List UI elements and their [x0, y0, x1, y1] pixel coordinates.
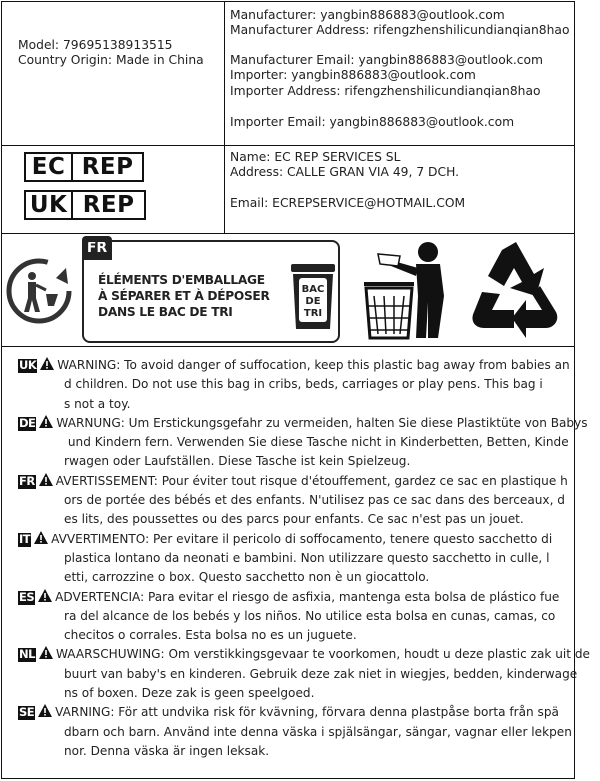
- warning-text: ra del alcance de los bebés y los niños. No utilice esta bolsa en cunas, camas, co: [64, 608, 556, 623]
- flag-label: SE: [19, 705, 35, 720]
- bin-label-1: BAC: [301, 284, 325, 295]
- rep-name-text: Name: EC REP SERVICES SL: [230, 150, 401, 164]
- divider: [1, 233, 575, 234]
- warning-text: VARNING: För att undvika risk för kvävning, förvara denna plastpåse borta från spä: [55, 705, 559, 720]
- warning-triangle-icon: [39, 646, 53, 659]
- model-text: Model: 79695138913515: [18, 38, 173, 52]
- warning-triangle-icon: [38, 589, 52, 602]
- warning-text: AVERTISSEMENT: Pour éviter tout risque d'étouffement, gardez ce sac en plastique h: [55, 473, 568, 488]
- triman-instructions: [98, 272, 270, 320]
- importer-text: Importer: yangbin886883@outlook.com: [230, 68, 476, 82]
- warning-triangle-icon: [39, 473, 53, 486]
- warning-text: rwagen oder Laufställen. Diese Tasche ist kein Spielzeug.: [64, 454, 411, 469]
- sorting-bin-icon: [290, 263, 336, 333]
- warning-text: WAARSCHUWING: Om verstikkingsgevaar te voorkomen, houdt u deze plastic zak uit de: [55, 647, 590, 662]
- warning-triangle-icon: [39, 415, 53, 428]
- flag-label: DE: [19, 415, 36, 430]
- uk-rep-prefix: UK: [26, 192, 73, 218]
- warning-text: etti, carrozzine o box. Questo sacchetto non è un giocattolo.: [64, 570, 430, 585]
- flag-label: FR: [19, 473, 35, 488]
- warning-text: ADVERTENCIA: Para evitar el riesgo de asfixia, mantenga esta bolsa de plástico fue: [55, 589, 560, 604]
- warning-first-line: [18, 645, 600, 664]
- warning-first-line: [18, 588, 600, 607]
- warning-line: [18, 375, 600, 394]
- manufacturer-address-text: Manufacturer Address: rifengzhenshilicundianqian8hao: [230, 23, 570, 37]
- warning-triangle-icon: [40, 357, 54, 370]
- warning-first-line: [18, 414, 600, 433]
- triman-line-3: DANS LE BAC DE TRI: [98, 305, 233, 319]
- country-origin-text: Country Origin: Made in China: [18, 53, 204, 67]
- warning-text: und Kindern fern. Verwenden Sie diese Tasche nicht in Kinderbetten, Betten, Kinde: [64, 435, 569, 450]
- uk-rep-suffix: REP: [82, 192, 135, 218]
- warning-text: plastica lontano da neonati e bambini. Non utilizzare questo sacchetto in culle, l: [64, 550, 550, 565]
- warning-text: WARNING: To avoid danger of suffocation, keep this plastic bag away from babies an: [57, 358, 570, 372]
- warning-text: ors de portée des bébés et des enfants. N'utilisez pas ce sac dans des berceaux, d: [64, 493, 565, 508]
- ec-rep-logo: [24, 152, 144, 182]
- manufacturer-text: Manufacturer: yangbin886883@outlook.com: [230, 8, 505, 22]
- warning-text: es lits, des poussettes ou des parcs pour enfants. Ce sac n'est pas un jouet.: [64, 512, 524, 527]
- warning-text: nor. Denna väska är ingen leksak.: [64, 743, 270, 758]
- uk-rep-logo: [24, 190, 146, 220]
- warning-first-line: [18, 356, 600, 375]
- recycle-icon: [464, 236, 568, 342]
- ec-rep-prefix: EC: [26, 154, 73, 180]
- bin-label-2: DE: [305, 296, 321, 307]
- warning-text: ns of boxen. Deze zak is geen speelgoed.: [64, 686, 315, 701]
- flag-label: ES: [19, 589, 35, 604]
- rep-email-text: Email: ECREPSERVICE@HOTMAIL.COM: [230, 196, 466, 210]
- warning-line: [18, 742, 600, 761]
- warning-line: [18, 665, 600, 684]
- flag-label: NL: [19, 647, 35, 662]
- warning-line: [18, 395, 600, 414]
- warning-first-line: [18, 703, 600, 722]
- warning-line: [18, 433, 600, 452]
- divider: [1, 346, 575, 347]
- warnings-section: [18, 356, 600, 761]
- warning-line: [18, 549, 600, 568]
- warning-line: [18, 607, 600, 626]
- divider: [1, 145, 575, 146]
- divider: [224, 1, 225, 233]
- warning-line: [18, 491, 600, 510]
- warning-text: d children. Do not use this bag in cribs, beds, carriages or play pens. This bag i: [64, 377, 543, 392]
- rep-address-text: Address: CALLE GRAN VIA 49, 7 DCH.: [230, 165, 460, 179]
- importer-email-text: Importer Email: yangbin886883@outlook.com: [230, 115, 515, 129]
- warning-line: [18, 510, 600, 529]
- flag-label: UK: [19, 358, 37, 372]
- manufacturer-email-text: Manufacturer Email: yangbin886883@outlook.com: [230, 53, 544, 67]
- warning-text: dbarn och barn. Använd inte denna väska i spjälsängar, sängar, vagnar eller lekpen: [64, 724, 572, 739]
- warning-text: buurt van baby's en kinderen. Gebruik deze zak niet in wiegjes, bedden, kinderwage: [64, 666, 578, 681]
- warning-line: [18, 452, 600, 471]
- warning-first-line: [18, 472, 600, 491]
- dispose-in-bin-icon: [360, 240, 458, 340]
- warning-text: WARNUNG: Um Erstickungsgefahr zu vermeiden, halten Sie diese Plastiktüte von Babys: [56, 415, 588, 430]
- flag-label: IT: [19, 531, 31, 546]
- ec-rep-suffix: REP: [81, 154, 134, 180]
- warning-line: [18, 568, 600, 587]
- warning-triangle-icon: [38, 704, 52, 717]
- fr-tab: FR: [82, 236, 112, 260]
- warning-line: [18, 626, 600, 645]
- bin-label-3: TRI: [303, 308, 323, 319]
- warning-text: s not a toy.: [64, 396, 131, 411]
- warning-first-line: [18, 530, 600, 549]
- warning-text: checitos o corrales. Esta bolsa no es un juguete.: [64, 628, 357, 643]
- warning-text: AVVERTIMENTO: Per evitare il pericolo di soffocamento, tenere questo sacchetto di: [51, 531, 553, 546]
- warning-line: [18, 723, 600, 742]
- warning-triangle-icon: [34, 531, 48, 544]
- triman-icon: [6, 258, 72, 324]
- importer-address-text: Importer Address: rifengzhenshilicundianqian8hao: [230, 84, 541, 98]
- warning-line: [18, 684, 600, 703]
- triman-line-1: ÉLÉMENTS D'EMBALLAGE: [98, 273, 265, 287]
- triman-line-2: À SÉPARER ET À DÉPOSER: [98, 289, 270, 303]
